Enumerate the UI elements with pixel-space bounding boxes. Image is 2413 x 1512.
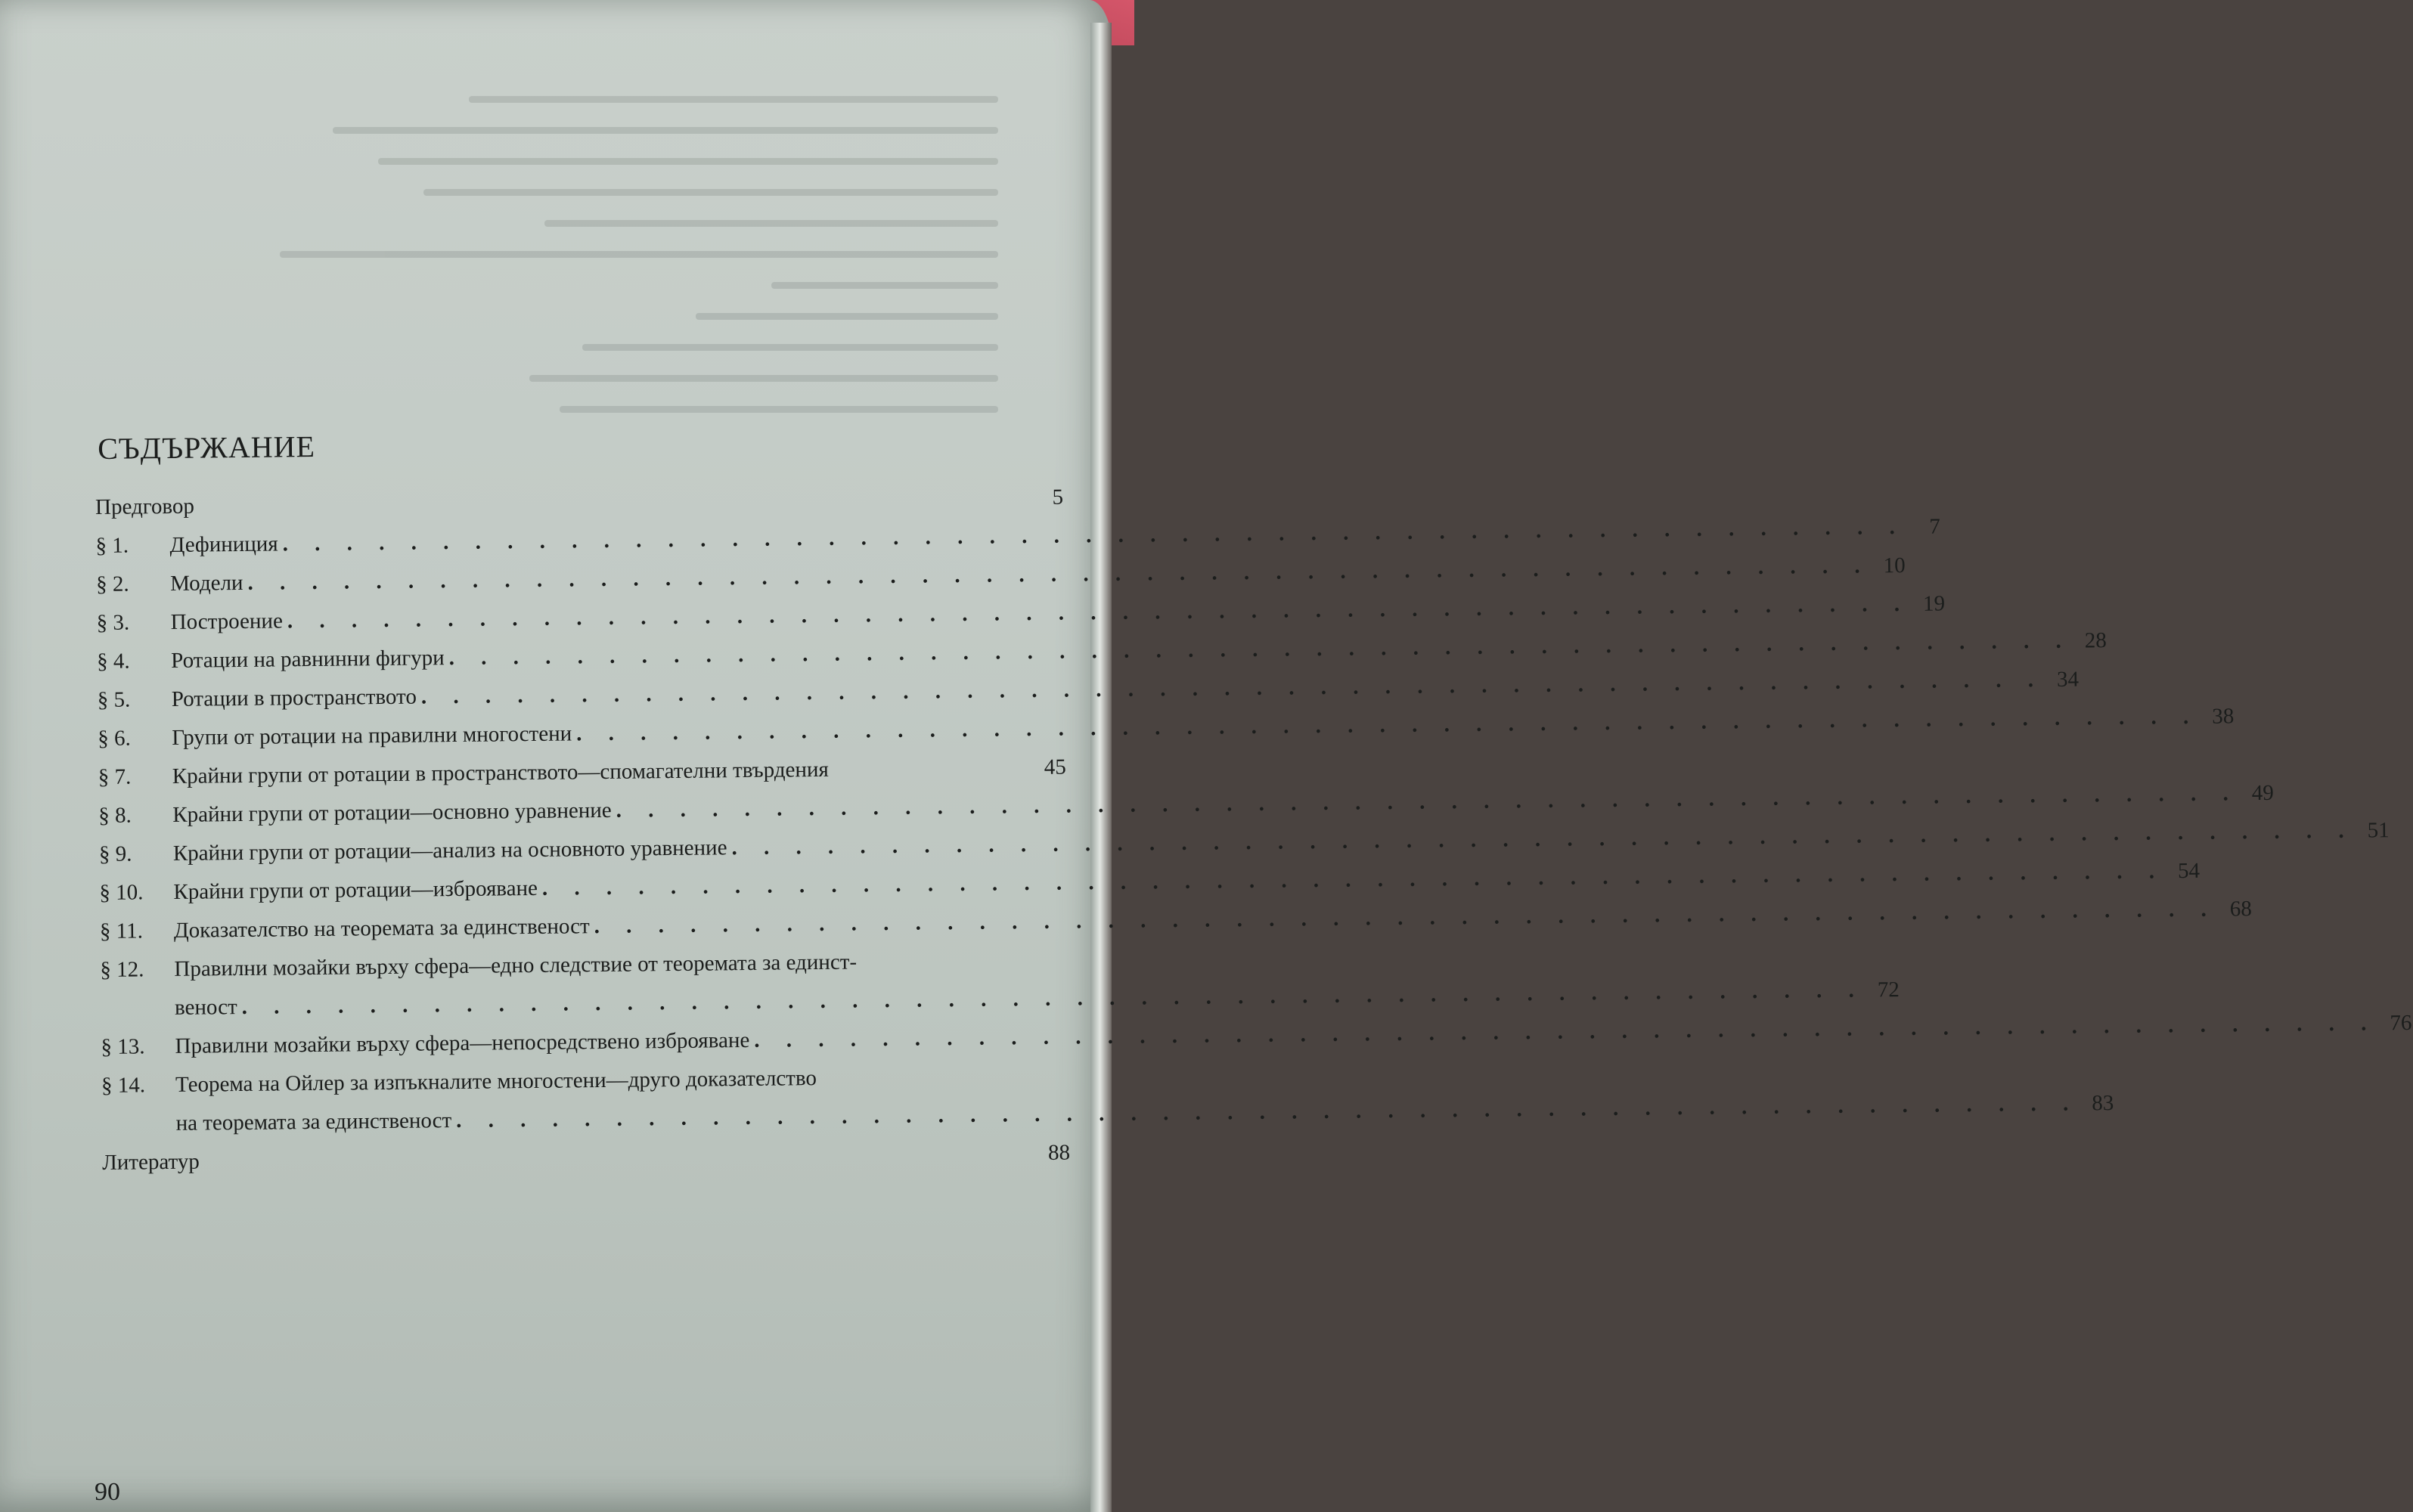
toc-list: [95, 485, 2412, 1189]
entry-page-number: 72: [1877, 978, 1900, 1002]
dot-leader: [833, 774, 1031, 776]
dot-leader: . . . . . . . . . . . . . . . . . . . . . . . . . . . . . . . . . . . . . . . . . . . . . . . . . . .: [241, 978, 1865, 1020]
dot-leader: . . . . . . . . . . . . . . . . . . . . . . . . . . . . . . . . . . . . . . . . . . . . . . . . . . .: [287, 591, 1911, 634]
section-number: § 1.: [95, 533, 129, 558]
entry-title: Крайни групи от ротации в пространството—спомагателни твърдения: [172, 757, 829, 789]
section-number: § 6.: [98, 726, 131, 751]
dot-leader: . . . . . . . . . . . . . . . . . . . . . . . . . . . . . . . . . . . . . . . . . . . . . . . . . . .: [576, 704, 2200, 746]
dot-leader: [821, 1083, 1034, 1085]
section-number: § 13.: [101, 1034, 145, 1059]
dot-leader: . . . . . . . . . . . . . . . . . . . . . . . . . . . . . . . . . . . . . . . . . . . . . . . . . . .: [455, 1091, 2080, 1133]
section-number: § 5.: [97, 687, 131, 712]
entry-page-number: 45: [1044, 754, 1066, 779]
entry-page-number: 83: [2092, 1091, 2114, 1116]
entry-page-number: 68: [2229, 897, 2252, 922]
section-number: § 11.: [99, 919, 144, 943]
dot-leader: . . . . . . . . . . . . . . . . . . . . . . . . . . . . . . . . . . . . . . . . . . . . . . . . . . .: [420, 668, 2045, 709]
section-number: § 7.: [98, 764, 132, 789]
dot-leader: . . . . . . . . . . . . . . . . . . . . . . . . . . . . . . . . . . . . . . . . . . . . . . . . . . .: [282, 514, 1906, 556]
entry-title: Построение: [170, 609, 284, 634]
dot-leader: . . . . . . . . . . . . . . . . . . . . . . . . . . . . . . . . . . . . . . . . . . . . . . . . . . .: [594, 897, 2217, 939]
entry-page-number: 76: [2390, 1010, 2412, 1036]
page-title: СЪДЪРЖАНИЕ: [98, 429, 316, 466]
entry-title: веност: [174, 995, 237, 1020]
entry-page-number: 49: [2251, 780, 2274, 806]
entry-title: Крайни групи от ротации—анализ на основното уравнение: [172, 835, 727, 866]
section-number: § 3.: [96, 610, 130, 635]
dot-leader: . . . . . . . . . . . . . . . . . . . . . . . . . . . . . . . . . . . . . . . . . . . . . . . . . . .: [541, 859, 2166, 900]
entry-page-number: 19: [1922, 591, 1946, 616]
dot-leader: . . . . . . . . . . . . . . . . . . . . . . . . . . . . . . . . . . . . . . . . . . . . . . . . . . .: [731, 818, 2355, 860]
section-number: § 12.: [100, 957, 144, 982]
entry-title: Правилни мозайки върху сфера—едно следствие от теоремата за единст-: [174, 950, 858, 981]
page-edge: [1090, 23, 1112, 1512]
entry-page-number: 7: [1929, 514, 1940, 539]
entry-page-number: 54: [2177, 858, 2201, 884]
entry-page-number: 28: [2084, 628, 2107, 653]
entry-title: на теоремата за единственост: [175, 1108, 452, 1136]
dot-leader: [199, 504, 1028, 513]
entry-title: Предговор: [95, 494, 195, 519]
section-number: § 10.: [99, 880, 144, 905]
entry-title: Дефиниция: [169, 531, 278, 557]
entry-title: Теорема на Ойлер за изпъкналите многостени—друго доказателство: [175, 1066, 817, 1097]
entry-title: Правилни мозайки върху сфера—непосредствено изброяване: [175, 1027, 750, 1058]
entry-title: Ротации на равнинни фигури: [171, 646, 445, 673]
entry-title: Доказателство на теоремата за единственост: [173, 914, 590, 943]
entry-page-number: 5: [1052, 485, 1064, 510]
page-number: 90: [95, 1478, 120, 1506]
entry-title: Литератур: [101, 1149, 200, 1175]
entry-title: Крайни групи от ротации—изброяване: [173, 875, 538, 904]
section-number: § 4.: [97, 649, 130, 674]
section-number: § 9.: [98, 841, 132, 866]
section-number: § 8.: [98, 803, 132, 828]
dot-leader: . . . . . . . . . . . . . . . . . . . . . . . . . . . . . . . . . . . . . . . . . . . . . . . . . . .: [754, 1011, 2377, 1052]
entry-title: Групи от ротации на правилни многостени: [172, 721, 572, 750]
dot-leader: [861, 967, 1033, 968]
dot-leader: . . . . . . . . . . . . . . . . . . . . . . . . . . . . . . . . . . . . . . . . . . . . . . . . . . .: [448, 628, 2072, 671]
entry-title: Ротации в пространството: [171, 684, 417, 711]
entry-page-number: 34: [2056, 667, 2080, 692]
dot-leader: . . . . . . . . . . . . . . . . . . . . . . . . . . . . . . . . . . . . . . . . . . . . . . . . . . .: [247, 553, 1871, 595]
entry-title: Крайни групи от ротации—основно уравнение: [172, 798, 612, 827]
dot-leader: . . . . . . . . . . . . . . . . . . . . . . . . . . . . . . . . . . . . . . . . . . . . . . . . . . .: [616, 781, 2239, 823]
table-of-contents: [95, 421, 2412, 1189]
dot-leader: [204, 1160, 1035, 1169]
section-number: § 14.: [101, 1073, 146, 1098]
section-number: § 2.: [95, 572, 129, 596]
entry-page-number: 88: [1047, 1140, 1071, 1165]
entry-page-number: 51: [2367, 818, 2390, 843]
entry-title: Модели: [169, 570, 243, 596]
entry-page-number: 38: [2212, 704, 2235, 729]
entry-page-number: 10: [1883, 553, 1906, 578]
